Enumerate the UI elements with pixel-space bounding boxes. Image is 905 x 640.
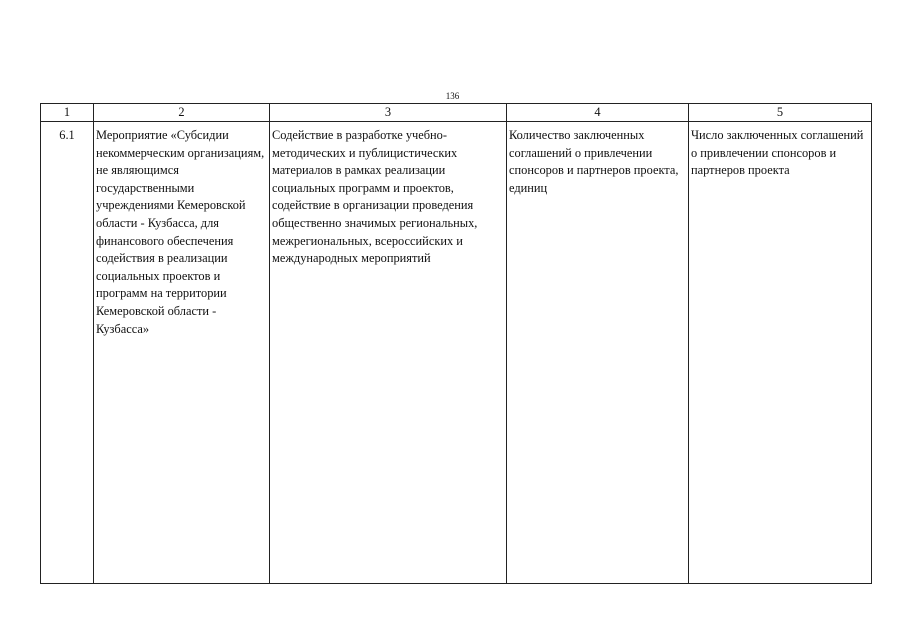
header-cell-4: 4 [507, 104, 689, 122]
event-text: Мероприятие «Субсидии некоммерческим организациям, не являющимся государственными учреждениями Кемеровской области - Кузбасса, для финансового обеспечения содействия в реализации социальных проектов и программ на территории Кемеровской области - Кузбасса» [96, 128, 265, 336]
description-text: Содействие в разработке учебно-методических и публицистических материалов в рамках реализации социальных программ и проектов, содействие в организации проведения общественно значимых региональных, межрегиональных, всероссийских и международных мероприятий [272, 128, 478, 266]
indicator-cell [507, 122, 689, 584]
row-number: 6.1 [59, 128, 75, 142]
header-cell-3: 3 [270, 104, 507, 122]
description-cell [270, 122, 507, 584]
table-row [41, 122, 872, 584]
page-number: 136 [445, 91, 460, 101]
header-cell-1: 1 [41, 104, 94, 122]
event-cell [94, 122, 270, 584]
method-text: Число заключенных соглашений о привлечении спонсоров и партнеров проекта [691, 128, 864, 178]
indicators-table [40, 103, 872, 584]
method-cell [689, 122, 872, 584]
header-cell-5: 5 [689, 104, 872, 122]
indicator-text: Количество заключенных соглашений о привлечении спонсоров и партнеров проекта, единиц [509, 128, 679, 195]
header-cell-2: 2 [94, 104, 270, 122]
table-header-row [41, 104, 872, 122]
row-number-cell [41, 122, 94, 584]
